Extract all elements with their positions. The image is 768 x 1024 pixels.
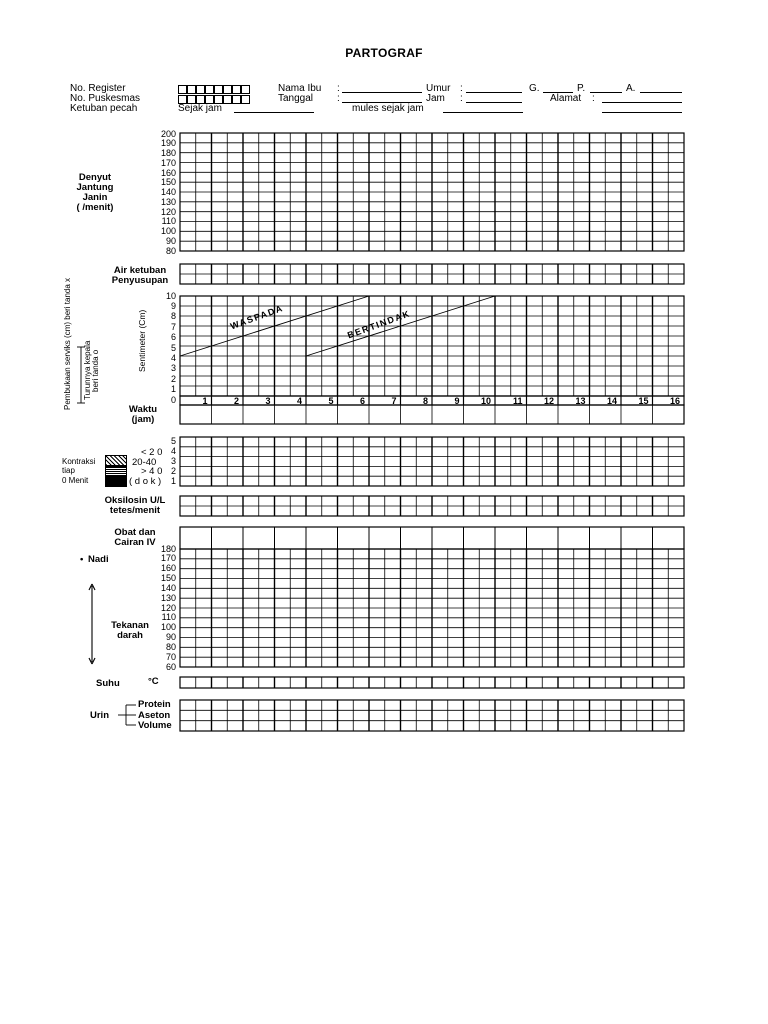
form-title: PARTOGRAF	[345, 46, 423, 60]
tekanan-label: Tekanan	[111, 620, 149, 631]
obat-label-2: Cairan IV	[114, 537, 156, 548]
bertindak-label: BERTINDAK	[346, 308, 412, 341]
kontraksi-label-2: tiap	[62, 466, 75, 475]
umur-label: Umur	[426, 83, 451, 94]
cervix-tick: 8	[170, 311, 176, 322]
kontraksi-tick: 5	[170, 435, 176, 446]
kontraksi-label-3: 0 Menit	[62, 476, 89, 485]
kontraksi-legend-3: > 4 0	[141, 466, 163, 477]
colon: :	[337, 93, 340, 104]
hour-label: 4	[296, 396, 302, 406]
urin-label: Urin	[90, 710, 109, 721]
djj-tick: 170	[160, 157, 176, 168]
colon: :	[592, 93, 595, 104]
colon: :	[460, 93, 463, 104]
cervix-tick: 7	[170, 321, 176, 332]
djj-label-1: Denyut	[78, 172, 112, 183]
nadi-tick: 70	[165, 651, 176, 662]
a-label: A.	[626, 83, 636, 94]
kontraksi-legend-1: < 2 0	[141, 447, 163, 458]
nadi-tick: 160	[160, 563, 176, 574]
djj-tick: 90	[165, 235, 176, 246]
beri-tanda-o-label: beri tanda o	[91, 349, 100, 392]
no-register-label: No. Register	[70, 83, 126, 94]
cervix-tick: 5	[170, 342, 176, 353]
hour-label: 14	[607, 396, 618, 406]
waktu-label-1: Waktu	[128, 404, 158, 415]
darah-label: darah	[117, 630, 143, 641]
nama-ibu-label: Nama Ibu	[278, 83, 322, 94]
djj-label-3: Janin	[82, 192, 108, 203]
djj-tick: 150	[160, 177, 176, 188]
djj-tick: 190	[160, 138, 176, 149]
cervix-tick: 4	[170, 352, 176, 363]
djj-tick: 110	[161, 216, 176, 227]
hour-label: 7	[391, 396, 397, 406]
ketuban-pecah-label: Ketuban pecah	[70, 103, 138, 114]
hour-label: 12	[544, 396, 555, 406]
nadi-tick: 130	[160, 592, 176, 603]
djj-tick: 80	[165, 245, 176, 256]
air-ketuban-label: Air ketuban	[113, 265, 167, 276]
djj-tick: 120	[160, 206, 176, 217]
cervix-tick: 9	[170, 300, 176, 311]
nadi-tick: 100	[160, 622, 176, 633]
nadi-tick: 150	[160, 573, 176, 583]
kontraksi-label-1: Kontraksi	[62, 457, 96, 466]
hour-label: 10	[481, 396, 492, 406]
hour-label: 1	[202, 396, 208, 406]
alamat-label: Alamat	[550, 93, 582, 104]
jam-label: Jam	[426, 93, 445, 104]
oksitosin-label-2: tetes/menit	[109, 505, 161, 516]
sejak-jam-label: Sejak jam	[178, 103, 222, 114]
hour-label: 16	[670, 396, 681, 406]
djj-tick: 100	[160, 226, 176, 236]
waktu-label-2: (jam)	[131, 414, 155, 425]
nadi-tick: 60	[165, 661, 176, 672]
suhu-unit: °C	[148, 676, 159, 687]
pembukaan-serviks-label: Pembukaan serviks (cm) beri tanda x	[63, 277, 72, 410]
nadi-dot-icon: •	[80, 554, 84, 565]
djj-label-4: ( /menit)	[76, 202, 114, 213]
kontraksi-legend-2: 20-40	[132, 457, 157, 468]
djj-tick: 200	[160, 128, 176, 139]
djj-tick: 130	[160, 196, 176, 207]
hour-label: 5	[328, 396, 334, 406]
hour-label: 9	[454, 396, 460, 406]
suhu-label: Suhu	[96, 678, 120, 689]
mules-sejak-jam-label: mules sejak jam	[352, 103, 424, 114]
hour-label: 15	[638, 396, 649, 406]
nadi-tick: 90	[165, 632, 176, 642]
cervix-tick: 3	[170, 363, 176, 374]
tanggal-label: Tanggal	[278, 93, 314, 104]
djj-label-2: Jantung	[76, 182, 114, 193]
djj-tick: 160	[160, 167, 176, 178]
djj-tick: 180	[160, 148, 176, 158]
nadi-tick: 170	[160, 553, 176, 564]
penyusupan-label: Penyusupan	[111, 275, 169, 286]
cervix-tick: 6	[170, 332, 176, 343]
urin-protein-label: Protein	[138, 699, 171, 710]
turunnya-kepala-label: Turunnya kepala	[83, 340, 92, 400]
cervix-tick: 10	[165, 290, 176, 301]
djj-tick: 140	[160, 187, 176, 197]
kontraksi-tick: 3	[170, 455, 176, 466]
nadi-tick: 180	[160, 543, 176, 554]
nadi-tick: 80	[165, 641, 176, 652]
cervix-tick: 2	[170, 373, 176, 384]
p-label: P.	[577, 83, 586, 94]
kontraksi-legend-4: ( d o k )	[129, 476, 162, 487]
hour-label: 13	[575, 396, 586, 406]
nadi-label: Nadi	[88, 554, 109, 565]
cervix-tick: 1	[170, 384, 176, 395]
no-puskesmas-label: No. Puskesmas	[70, 93, 141, 104]
hour-label: 2	[233, 396, 239, 406]
nadi-tick: 120	[160, 602, 176, 613]
hour-label: 8	[422, 396, 428, 406]
hour-label: 6	[359, 396, 365, 406]
nadi-tick: 140	[160, 582, 176, 593]
oksitosin-label-1: Oksilosin U/L	[104, 495, 166, 506]
kontraksi-tick: 1	[170, 475, 176, 486]
kontraksi-tick: 2	[170, 465, 176, 476]
waspada-label: WASPADA	[229, 302, 285, 332]
urin-aseton-label: Aseton	[138, 710, 171, 721]
hour-label: 3	[265, 396, 271, 406]
obat-label-1: Obat dan	[114, 527, 156, 538]
cervix-tick: 0	[170, 394, 176, 405]
hour-label: 11	[512, 396, 523, 406]
urin-volume-label: Volume	[138, 720, 172, 731]
nadi-tick: 110	[161, 612, 176, 623]
g-label: G.	[529, 83, 540, 94]
colon: :	[337, 83, 340, 94]
colon: :	[460, 83, 463, 94]
kontraksi-tick: 4	[170, 445, 176, 456]
sentimeter-label: Sentimeter (Cm)	[137, 309, 147, 372]
